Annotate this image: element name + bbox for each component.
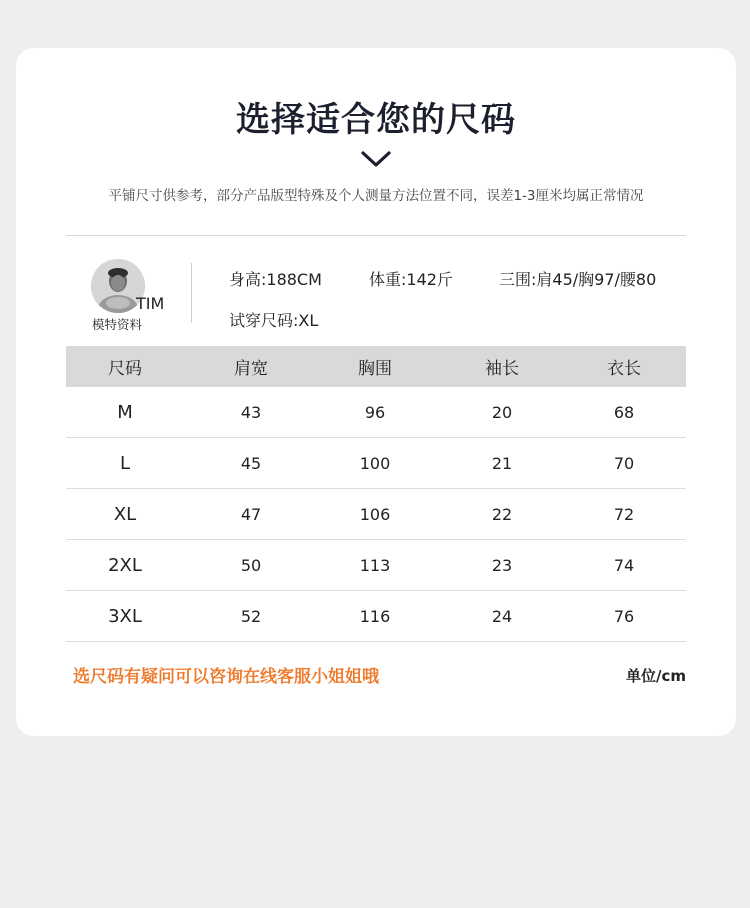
page-title: 选择适合您的尺码 [236,100,516,140]
model-measurements: 三围:肩45/胸97/腰80 [499,270,657,289]
vertical-divider [191,263,192,323]
divider [66,235,686,236]
sleeve-cell: 20 [491,402,513,422]
header-chest: 胸围 [358,359,392,379]
sleeve-cell: 24 [491,606,513,626]
table-row [66,591,686,642]
header-sleeve: 袖长 [485,359,519,379]
size-guide-card [16,48,736,736]
customer-service-tip: 选尺码有疑问可以咨询在线客服小姐姐哦 [73,667,379,687]
chest-cell: 100 [359,453,391,473]
model-weight: 体重:142斤 [369,270,453,289]
length-cell: 76 [613,606,635,626]
sleeve-cell: 21 [491,453,513,473]
shoulder-cell: 47 [240,504,262,524]
size-cell: 3XL [108,605,142,627]
measurement-note: 平铺尺寸供参考，部分产品版型特殊及个人测量方法位置不同，误差1-3厘米均属正常情况 [108,188,644,204]
table-row [66,489,686,540]
chest-cell: 116 [359,606,391,626]
size-table [66,346,686,642]
table-row [66,438,686,489]
shoulder-cell: 52 [240,606,262,626]
size-cell: M [117,401,133,423]
unit-label: 单位/cm [626,667,687,685]
size-cell: 2XL [108,554,142,576]
shoulder-cell: 45 [240,453,262,473]
table-row [66,387,686,438]
model-name: TIM [136,294,165,313]
header-shoulder: 肩宽 [234,359,268,379]
chest-cell: 96 [364,402,386,422]
size-cell: XL [113,503,137,525]
header-length: 衣长 [607,359,641,379]
sleeve-cell: 22 [491,504,513,524]
chest-cell: 113 [359,555,391,575]
size-cell: L [119,452,131,474]
length-cell: 72 [613,504,635,524]
length-cell: 70 [613,453,635,473]
length-cell: 68 [613,402,635,422]
table-row [66,540,686,591]
model-size-tried: 试穿尺码:XL [229,311,319,330]
chevron-down-icon [360,150,392,168]
model-info-label: 模特资料 [92,317,143,332]
header-size: 尺码 [108,359,142,379]
sleeve-cell: 23 [491,555,513,575]
shoulder-cell: 50 [240,555,262,575]
chest-cell: 106 [359,504,391,524]
shoulder-cell: 43 [240,402,262,422]
table-header [66,346,686,387]
length-cell: 74 [613,555,635,575]
model-height: 身高:188CM [229,270,322,289]
